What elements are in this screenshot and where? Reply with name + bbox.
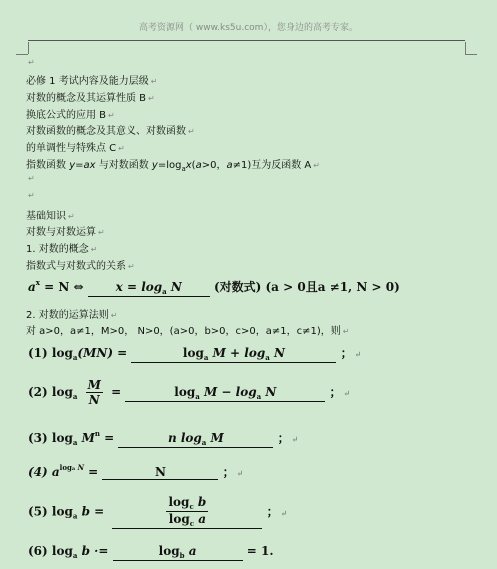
text-line: 换底公式的应用 B ↵ (26, 110, 115, 121)
text-line: 对数的概念及其运算性质 B ↵ (26, 93, 155, 104)
empty-paragraph-3: ↵ (28, 191, 35, 200)
header-rule (28, 40, 465, 41)
page-header: 高考资源网（ www.ks5u.com），您身边的高考专家。 (139, 23, 358, 33)
text-line: 指数式与对数式的关系 ↵ (26, 261, 135, 272)
formula-relation: $a^x = N$ ⇔ $x = \log_a N$ (对数式) (a > 0且a ≠1, N > 0) (28, 278, 400, 296)
crop-mark-top-left-h (16, 54, 28, 55)
crop-mark-top-left (28, 42, 29, 54)
empty-paragraph-2: ↵ (28, 174, 35, 183)
text-line: 指数函数 y=ax 与对数函数 $y=\log_ax(a>0$，a≠1)互为反函数 A ↵ (26, 160, 320, 173)
text-line: 1. 对数的概念 ↵ (26, 244, 98, 255)
text-line: 基础知识 ↵ (26, 211, 75, 222)
text-line: 对数与对数运算 ↵ (26, 227, 105, 238)
empty-paragraph-1: ↵ (28, 58, 35, 67)
formula-rule-5: (5) $\log_a b$ = $\frac{\log_c b}{\log_c a}$ ； ↵ (28, 495, 288, 528)
crop-mark-top-right (465, 42, 466, 54)
formula-rule-4: (4) $a^{loga N} = N$ ； ↵ (28, 463, 244, 479)
text-line: 对 a>0，a≠1，M>0， N>0，(a>0，b>0，c>0，a≠1，c≠1)，则 ↵ (26, 326, 350, 337)
formula-rule-2: (2) $\log_a$ $\frac{M}{N}$ = $\log_a M - \log_a N$ ； ↵ (28, 378, 351, 407)
formula-rule-6: (6) $\log_a b \cdot= \log_b a = 1$. (28, 544, 274, 560)
formula-rule-3: (3) $\log_a M^n = n$ $\log_a M$ ； ↵ (28, 429, 299, 447)
text-line: 必修 1 考试内容及能力层级 ↵ (26, 76, 158, 87)
text-line: 对数函数的概念及其意义、对数函数 ↵ (26, 126, 195, 137)
formula-rule-1: (1) $\log_a(MN) = \log_a M + \log_a N$ ； ↵ (28, 346, 362, 362)
text-line: 的单调性与特殊点 C ↵ (26, 143, 125, 154)
crop-mark-top-right-h (465, 54, 477, 55)
text-line: 2. 对数的运算法则 ↵ (26, 310, 118, 321)
